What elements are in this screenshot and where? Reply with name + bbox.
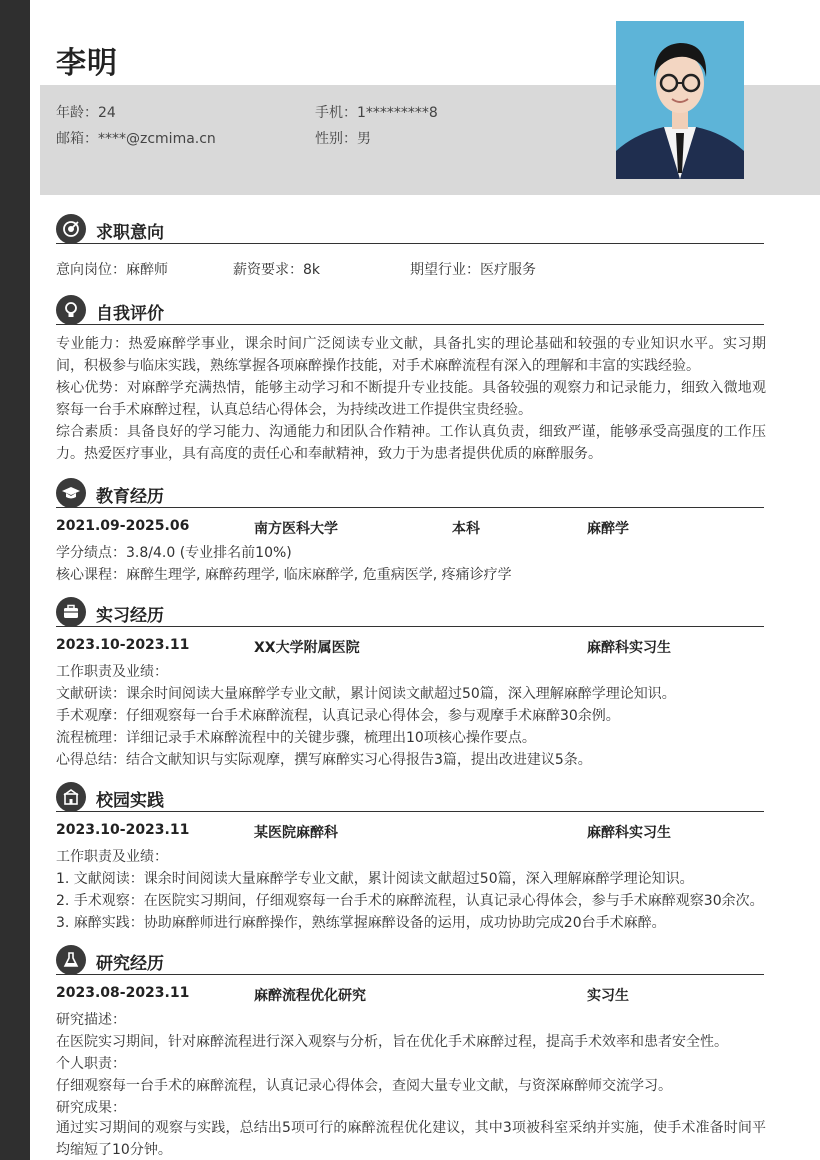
intern-line: 工作职责及业绩：	[56, 664, 168, 680]
profile-photo	[616, 21, 744, 179]
edu-major: 麻醉学	[587, 521, 629, 537]
research-result: 通过实习期间的观察与实践，总结出5项可行的麻醉流程优化建议，其中3项被科室采纳并实施，使手术准备时间平均缩短了10分钟。	[56, 1120, 766, 1158]
intent-position: 意向岗位：麻醉师	[56, 262, 168, 278]
email-field: 邮箱：****@zcmima.cn	[56, 131, 216, 147]
section-title-job-intent: 求职意向	[96, 223, 164, 243]
intern-role: 麻醉科实习生	[587, 640, 671, 656]
research-project: 麻醉流程优化研究	[254, 988, 366, 1004]
research-duty: 仔细观察每一台手术的麻醉流程，认真记录心得体会，查阅大量专业文献，与资深麻醉师交流学习。	[56, 1078, 672, 1094]
section-job-intent	[56, 214, 764, 244]
intent-industry: 期望行业：医疗服务	[410, 262, 536, 278]
self-eval-advantage: 核心优势：对麻醉学充满热情，能够主动学习和不断提升专业技能。具备较强的观察力和记录能力，细致入微地观察每一台手术麻醉过程，认真总结心得体会，为持续改进工作提供宝贵经验。	[56, 380, 766, 418]
research-role: 实习生	[587, 988, 629, 1004]
intent-salary: 薪资要求：8k	[233, 262, 321, 278]
campus-line: 1. 文献阅读：课余时间阅读大量麻醉学专业文献，累计阅读文献超过50篇，深入理解麻醉学理论知识。	[56, 871, 694, 887]
research-date: 2023.08-2023.11	[56, 985, 190, 1001]
research-desc-label: 研究描述：	[56, 1012, 126, 1028]
section-campus-practice	[56, 782, 764, 812]
briefcase-icon	[56, 597, 86, 627]
intern-date: 2023.10-2023.11	[56, 637, 190, 653]
campus-role: 麻醉科实习生	[587, 825, 671, 841]
graduation-cap-icon	[56, 478, 86, 508]
edu-degree: 本科	[452, 521, 480, 537]
section-title-research: 研究经历	[96, 954, 164, 974]
edu-school: 南方医科大学	[254, 521, 338, 537]
campus-date: 2023.10-2023.11	[56, 822, 190, 838]
research-result-label: 研究成果：	[56, 1100, 126, 1116]
section-title-self-evaluation: 自我评价	[96, 304, 164, 324]
campus-org: 某医院麻醉科	[254, 825, 338, 841]
left-sidebar-bar	[0, 0, 30, 1160]
building-icon	[56, 782, 86, 812]
target-icon	[56, 214, 86, 244]
lightbulb-icon	[56, 295, 86, 325]
intern-org: XX大学附属医院	[254, 640, 360, 656]
edu-courses: 核心课程：麻醉生理学, 麻醉药理学, 临床麻醉学, 危重病医学, 疼痛诊疗学	[56, 567, 512, 583]
campus-line: 3. 麻醉实践：协助麻醉师进行麻醉操作，熟练掌握麻醉设备的运用，成功协助完成20台手术麻醉。	[56, 915, 666, 931]
section-title-education: 教育经历	[96, 487, 164, 507]
section-education	[56, 478, 764, 508]
self-eval-quality: 综合素质：具备良好的学习能力、沟通能力和团队合作精神。工作认真负责，细致严谨，能够承受高强度的工作压力。热爱医疗事业，具有高度的责任心和奉献精神，致力于为患者提供优质的麻醉服务。	[56, 424, 766, 462]
edu-date: 2021.09-2025.06	[56, 518, 190, 534]
edu-gpa: 学分绩点：3.8/4.0 (专业排名前10%)	[56, 545, 292, 561]
section-self-evaluation	[56, 295, 764, 325]
section-title-campus-practice: 校园实践	[96, 791, 164, 811]
intern-line: 流程梳理：详细记录手术麻醉流程中的关键步骤，梳理出10项核心操作要点。	[56, 730, 536, 746]
intern-line: 文献研读：课余时间阅读大量麻醉学专业文献，累计阅读文献超过50篇，深入理解麻醉学理论知识。	[56, 686, 676, 702]
self-eval-ability: 专业能力：热爱麻醉学事业，课余时间广泛阅读专业文献，具备扎实的理论基础和较强的专业知识水平。实习期间，积极参与临床实践，熟练掌握各项麻醉操作技能，对手术麻醉流程有深入的理解和丰富的实践经验。	[56, 336, 766, 374]
research-duty-label: 个人职责：	[56, 1056, 126, 1072]
flask-icon	[56, 945, 86, 975]
phone-field: 手机：1*********8	[315, 105, 438, 121]
section-research	[56, 945, 764, 975]
section-internship	[56, 597, 764, 627]
section-title-internship: 实习经历	[96, 606, 164, 626]
research-desc: 在医院实习期间，针对麻醉流程进行深入观察与分析，旨在优化手术麻醉过程，提高手术效率和患者安全性。	[56, 1034, 728, 1050]
intern-line: 手术观摩：仔细观察每一台手术麻醉流程，认真记录心得体会，参与观摩手术麻醉30余例。	[56, 708, 620, 724]
intern-line: 心得总结：结合文献知识与实际观摩，撰写麻醉实习心得报告3篇，提出改进建议5条。	[56, 752, 592, 768]
candidate-name: 李明	[56, 46, 118, 81]
campus-line: 2. 手术观察：在医院实习期间，仔细观察每一台手术的麻醉流程，认真记录心得体会，参与手术麻醉观察30余次。	[56, 893, 764, 909]
gender-field: 性别：男	[315, 131, 371, 147]
age-field: 年龄：24	[56, 105, 116, 121]
campus-line: 工作职责及业绩：	[56, 849, 168, 865]
